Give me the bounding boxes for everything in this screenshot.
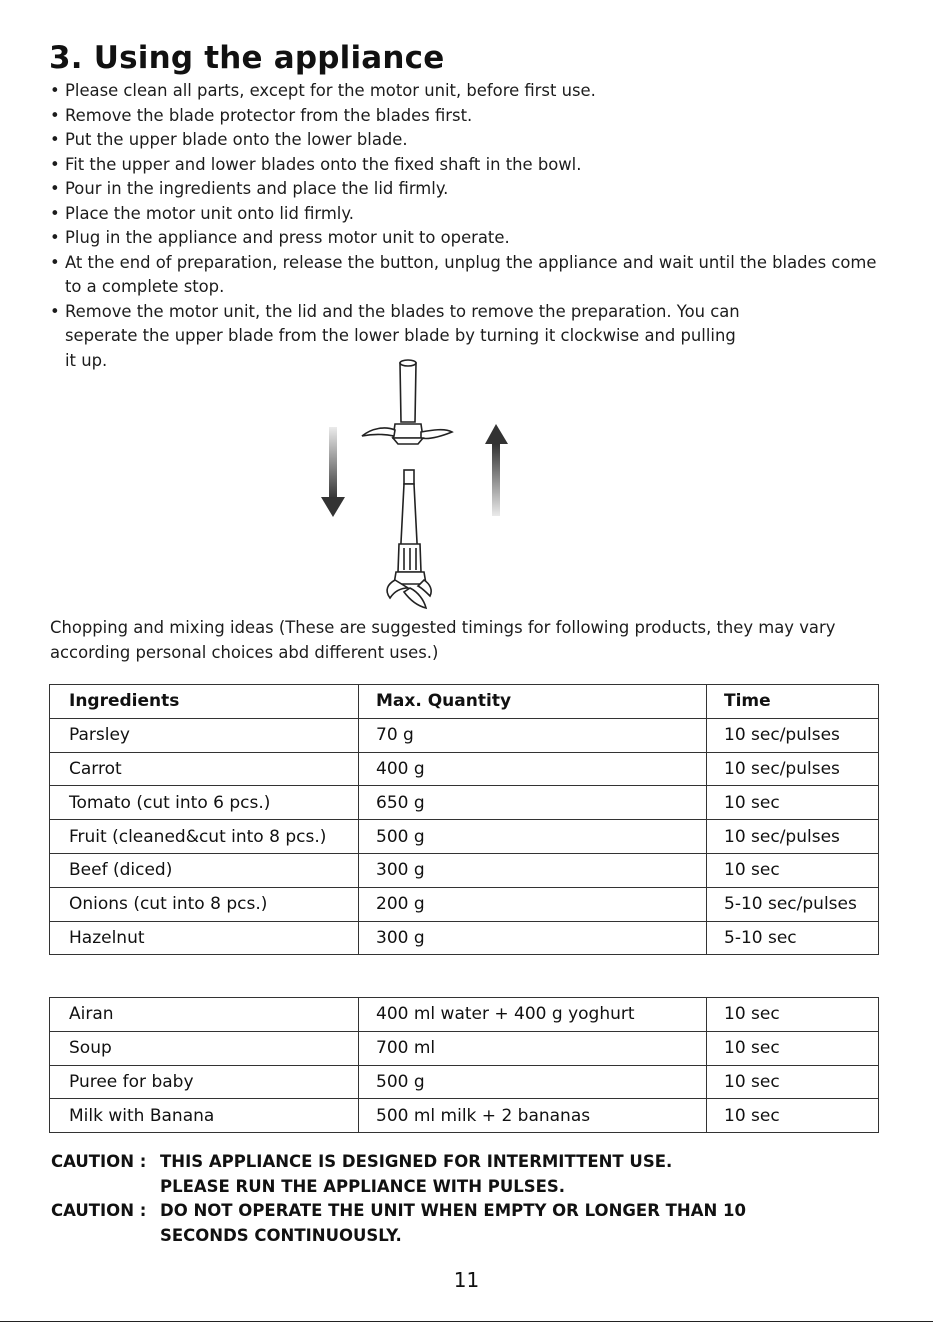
ingredient-cell: Soup — [50, 1031, 359, 1065]
page-number: 11 — [453, 1268, 480, 1292]
header-ingredients: Ingredients — [50, 685, 359, 719]
ingredient-cell: Milk with Banana — [50, 1099, 359, 1133]
table-row — [50, 1065, 879, 1099]
instruction-text: Put the upper blade onto the lower blade. — [65, 130, 408, 149]
table-row — [50, 998, 879, 1032]
upper-blade-icon — [362, 360, 452, 444]
instruction-text: Place the motor unit onto lid firmly. — [65, 203, 354, 223]
table-row — [50, 820, 879, 854]
instruction-item — [50, 202, 890, 227]
table-row — [50, 1099, 879, 1133]
caution-label: CAUTION : — [51, 1152, 147, 1171]
time-cell: 10 sec — [707, 1031, 879, 1065]
instruction-text: Please clean all parts, except for the motor unit, before first use. — [65, 81, 596, 100]
time-cell: 10 sec — [707, 786, 879, 820]
caution-block — [51, 1150, 771, 1248]
table-row — [50, 921, 879, 955]
instruction-item — [50, 251, 890, 300]
arrow-down-icon — [321, 427, 345, 517]
ingredient-cell: Carrot — [50, 752, 359, 786]
chopping-ideas-table — [49, 684, 879, 955]
instruction-item — [50, 177, 890, 202]
chopping-ideas-intro: Chopping and mixing ideas (These are suggested timings for following products, they may vary according personal choices abd different uses.) — [50, 618, 836, 662]
instruction-text: At the end of preparation, release the button, unplug the appliance and wait until the blades come to a complete stop. — [65, 252, 877, 296]
arrow-up-icon — [485, 424, 508, 516]
ingredient-cell: Airan — [50, 998, 359, 1032]
bullet-icon: • — [50, 130, 60, 149]
time-cell: 10 sec — [707, 998, 879, 1032]
caution-label: CAUTION : — [51, 1201, 147, 1220]
bullet-icon: • — [50, 228, 60, 247]
ingredient-cell: Tomato (cut into 6 pcs.) — [50, 786, 359, 820]
table-row — [50, 887, 879, 921]
time-cell: 5-10 sec — [707, 921, 879, 955]
ingredient-cell: Parsley — [50, 718, 359, 752]
time-cell: 10 sec — [707, 1099, 879, 1133]
quantity-cell: 500 ml milk + 2 bananas — [359, 1099, 707, 1133]
blade-assembly-illustration — [300, 352, 540, 617]
table-row — [50, 786, 879, 820]
quantity-cell: 400 ml water + 400 g yoghurt — [359, 998, 707, 1032]
table-row — [50, 752, 879, 786]
time-cell: 10 sec/pulses — [707, 752, 879, 786]
quantity-cell: 500 g — [359, 1065, 707, 1099]
instruction-text: Plug in the appliance and press motor unit to operate. — [65, 228, 510, 247]
instruction-item — [50, 128, 890, 153]
ingredient-cell: Beef (diced) — [50, 853, 359, 887]
table-row — [50, 1031, 879, 1065]
ingredient-cell: Fruit (cleaned&cut into 8 pcs.) — [50, 820, 359, 854]
caution-row — [51, 1150, 771, 1199]
time-cell: 10 sec/pulses — [707, 820, 879, 854]
ingredient-cell: Puree for baby — [50, 1065, 359, 1099]
bullet-icon: • — [50, 154, 60, 174]
quantity-cell: 300 g — [359, 853, 707, 887]
quantity-cell: 700 ml — [359, 1031, 707, 1065]
quantity-cell: 500 g — [359, 820, 707, 854]
table-header-row — [50, 685, 879, 719]
header-max-quantity: Max. Quantity — [359, 685, 707, 719]
instruction-item — [50, 79, 890, 104]
bottom-divider — [0, 1321, 933, 1322]
instruction-text: Fit the upper and lower blades onto the fixed shaft in the bowl. — [65, 154, 582, 174]
quantity-cell: 650 g — [359, 786, 707, 820]
instruction-item — [50, 226, 890, 251]
bullet-icon: • — [50, 81, 60, 100]
instruction-text: Remove the motor unit, the lid and the blades to remove the preparation. You can seperate the upper blade from the lower blade by turning it clockwise and pulling it up. — [65, 301, 740, 370]
bullet-icon: • — [50, 179, 60, 198]
quantity-cell: 70 g — [359, 718, 707, 752]
mixing-ideas-table — [49, 997, 879, 1133]
table-row — [50, 853, 879, 887]
bullet-icon: • — [50, 105, 60, 125]
time-cell: 10 sec — [707, 1065, 879, 1099]
instruction-item — [50, 104, 890, 129]
ingredient-cell: Onions (cut into 8 pcs.) — [50, 887, 359, 921]
quantity-cell: 300 g — [359, 921, 707, 955]
time-cell: 10 sec — [707, 853, 879, 887]
caution-row — [51, 1199, 771, 1248]
page-title: 3. Using the appliance — [49, 40, 445, 76]
instruction-text: Pour in the ingredients and place the lid firmly. — [65, 179, 449, 198]
bullet-icon: • — [50, 301, 60, 321]
time-cell: 5-10 sec/pulses — [707, 887, 879, 921]
time-cell: 10 sec/pulses — [707, 718, 879, 752]
quantity-cell: 200 g — [359, 887, 707, 921]
bullet-icon: • — [50, 203, 60, 223]
lower-blade-icon — [387, 470, 431, 608]
instruction-text: Remove the blade protector from the blades first. — [65, 105, 473, 125]
ingredient-cell: Hazelnut — [50, 921, 359, 955]
table-row — [50, 718, 879, 752]
header-time: Time — [707, 685, 879, 719]
instruction-list — [50, 79, 890, 373]
bullet-icon: • — [50, 252, 60, 272]
caution-text: THIS APPLIANCE IS DESIGNED FOR INTERMITTENT USE. PLEASE RUN THE APPLIANCE WITH PULSES. — [160, 1152, 673, 1196]
instruction-item — [50, 153, 890, 178]
quantity-cell: 400 g — [359, 752, 707, 786]
caution-text: DO NOT OPERATE THE UNIT WHEN EMPTY OR LONGER THAN 10 SECONDS CONTINUOUSLY. — [160, 1201, 746, 1245]
